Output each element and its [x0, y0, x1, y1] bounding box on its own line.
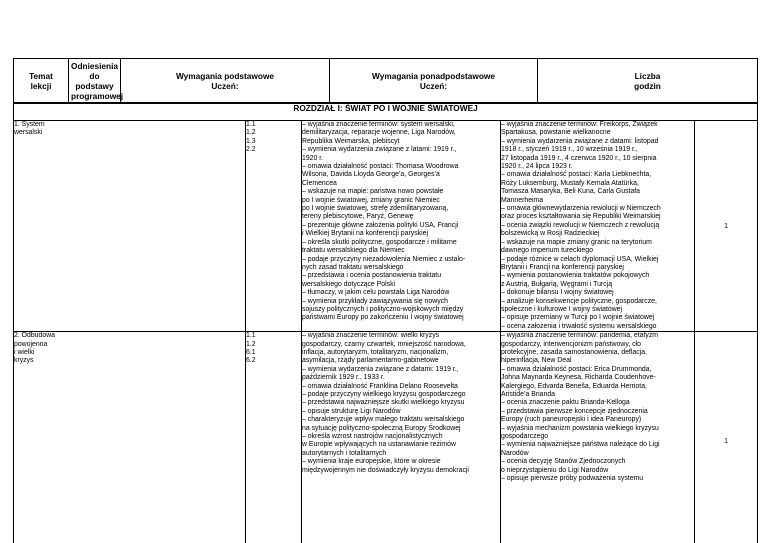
requirement-line: – wymienia wydarzenia związane z latami: 1919 r.,	[302, 146, 457, 154]
requirement-line: – ocena założenia i trwałość systemu wersalskiego	[501, 322, 657, 330]
requirement-line: – przedstawia i ocenia postanowienia traktatu	[302, 272, 442, 280]
requirement-line: gospodarczego	[501, 433, 549, 441]
requirement-line: Kalergiego, Edvarda Beneša, Eduarda Herriota,	[501, 382, 647, 390]
requirement-line: – przedstawia pierwsze koncepcje zjednoczenia	[501, 407, 648, 415]
requirement-line: o nieprzystąpieniu do Ligi Narodów	[501, 466, 609, 474]
requirement-line: – wymienia przykłady zawiązywania się nowych	[302, 297, 448, 305]
requirement-line: po I wojnie światowej, strefę zdemilitaryzowaną,	[302, 205, 449, 213]
requirement-line: międzywojennym nie doświadczyły kryzysu demokracji	[302, 466, 469, 474]
requirement-line: – wyjaśnia znaczenie terminów: system wersalski,	[302, 121, 455, 128]
requirement-line: wersalskiego dotyczące Polski	[302, 280, 396, 288]
requirement-line: hiperinflacja, New Deal	[501, 357, 572, 365]
requirement-line: asymilacja, rządy parlamentarno-gabinetowe	[302, 357, 439, 365]
curriculum-codes: 1.1 1.2 1.3 2.2	[246, 121, 302, 332]
requirement-line: Tomasza Masaryka, Beli Kuna, Carla Gustafa	[501, 188, 641, 196]
hours-count: 1	[695, 121, 758, 332]
requirement-line: – wyjaśnia znaczenie terminów: pandemia, etatyzm	[501, 332, 659, 340]
requirement-line: – analizuje konsekwencje polityczne, gospodarcze,	[501, 297, 657, 305]
table-row	[14, 121, 758, 332]
section-title: ROZDZIAŁ I: ŚWIAT PO I WOJNIE ŚWIATOWEJ	[14, 103, 758, 121]
requirement-line: sojuszy politycznych i polityczno-wojskowych między	[302, 305, 464, 313]
requirement-line: – omawia głównewydarzenia rewolucji w Niemczech	[501, 205, 661, 213]
requirement-line: gospodarczy, czarny czwartek, mniejszość narodowa,	[302, 340, 466, 348]
requirement-line: protekcyjne, zasada samostanowienia, deflacja,	[501, 348, 647, 356]
header-row	[14, 59, 758, 104]
header-hours: Liczba godzin	[538, 59, 758, 104]
requirement-line: Europy (ruch paneuropejski i idea Paneuropy)	[501, 416, 642, 424]
requirement-line: – omawia działalność postaci: Karla Liebknechta,	[501, 171, 652, 179]
requirement-line: Clemenceа	[302, 179, 337, 187]
advanced-requirements-cell	[501, 121, 695, 332]
requirement-line: dawnego imperium tureckiego	[501, 247, 593, 255]
requirement-line: – wyjaśnia znaczenie terminów: Freikorps, Związek	[501, 121, 658, 128]
requirement-line: – wskazuje na mapie: państwa nowo powstałe	[302, 188, 444, 196]
header-advanced-requirements: Wymagania ponadpodstawowe Uczeń:	[330, 59, 538, 104]
requirement-line: – podaje przyczyny wielkiego kryzysu gospodarczego	[302, 391, 466, 398]
lesson-topic: 2. Odbudowa powojenna i wielki kryzys	[14, 332, 246, 543]
requirement-line: – ocenia decyzję Stanów Zjednoczonych	[501, 458, 626, 466]
basic-requirements-cell	[302, 332, 501, 543]
requirement-line: – omawia działalność Franklina Delano Roosevelta	[302, 382, 458, 390]
requirement-line: – dokonuje bilansu I wojny światowej	[501, 289, 614, 297]
header-topic: Temat lekcji	[14, 59, 69, 104]
requirement-line: 27 listopada 1919 r., 4 czerwca 1920 r., 10 sierpnia	[501, 154, 657, 162]
requirement-line: po I wojnie światowej, zmiany granic Niemiec	[302, 196, 440, 204]
hours-count: 1	[695, 332, 758, 543]
requirement-line: – opisuje pierwsze próby podważenia systemu	[501, 475, 644, 483]
requirement-line: Mannerheima	[501, 196, 544, 204]
requirement-line: – określa wzrost nastrojów nacjonalistycznych	[302, 433, 443, 441]
requirement-line: 1920 r., 24 lipca 1923 r.	[501, 163, 573, 171]
requirement-line: – tłumaczy, w jakim celu powstała Liga Narodów	[302, 289, 450, 297]
requirement-line: – przedstawia najważniejsze skutki wielkiego kryzysu	[302, 399, 465, 407]
section-row	[14, 103, 758, 121]
requirement-line: – wymienia wydarzenia związane z datami: 1919 r.,	[302, 365, 459, 373]
requirement-line: i Wielkiej Brytanii na konferencji paryskiej	[302, 230, 428, 238]
requirement-line: państwami Europy po zakończeniu I wojny światowej	[302, 314, 464, 322]
curriculum-body	[13, 102, 758, 543]
curriculum-codes: 1.1 1.2 6.1 6.2	[246, 332, 302, 543]
requirement-line: – ocenia znaczenie paktu Brianda-Kelloga	[501, 399, 630, 407]
requirement-line: traktatu wersalskiego dla Niemiec	[302, 247, 405, 255]
requirement-line: na sytuację polityczno-społeczną Europy Środkowej	[302, 424, 461, 432]
requirement-line: – wyjaśnia mechanizm powstania wielkiego kryzysu	[501, 424, 659, 432]
requirement-line: – wymienia kraje europejskie, które w okresie	[302, 458, 441, 466]
requirement-line: w Europie wpływających na ustanawianie reżimów	[302, 441, 456, 449]
curriculum-table	[13, 58, 758, 104]
requirement-line: – opisuje przemiany w Turcji po I wojnie światowej	[501, 314, 655, 322]
requirement-line: Narodów	[501, 449, 529, 457]
requirement-line: – wymienia najważniejsze państwa należące do Ligi	[501, 441, 660, 449]
requirement-line: – określa skutki polityczne, gospodarcze i militarne	[302, 238, 457, 246]
requirement-line: inflacja, autorytaryzm, totalitaryzm, nacjonalizm,	[302, 348, 449, 356]
requirement-line: gospodarczy, interwencjonizm państwowy, cło	[501, 340, 641, 348]
requirement-line: Róży Luksemburg, Mustafy Kemala Atatürka,	[501, 179, 639, 187]
requirement-line: – wskazuje na mapie zmiany granic na terytorium	[501, 238, 652, 246]
requirement-line: 1920 r.	[302, 154, 324, 162]
requirement-line: Johna Maynarda Keynesa, Richarda Coudenhove-	[501, 374, 656, 382]
requirement-line: oraz proces kształtowania się Republiki Weimarskiej	[501, 213, 661, 221]
requirement-line: – wymienia postanowienia traktatów pokojowych	[501, 272, 650, 280]
requirement-line: autorytarnych i totalitarnych	[302, 449, 387, 457]
requirement-line: – prezentuje główne założenia polityki USA, Francji	[302, 221, 459, 229]
requirement-line: bolszewicką w Rosji Radzieckiej	[501, 230, 600, 238]
requirement-line: Republika Weimarska, plebiscyt	[302, 137, 400, 145]
advanced-requirements-cell	[501, 332, 695, 543]
requirement-line: 1918 r., styczeń 1919 r., 10 września 1919 r.,	[501, 146, 638, 154]
requirement-line: tereny plebiscytowe, Paryż, Genewę	[302, 213, 414, 221]
requirement-line: Spartakusa, powstanie wielkanocne	[501, 129, 611, 137]
requirement-line: Brytanii i Francji na konferencji paryskiej	[501, 263, 624, 271]
header-basic-requirements: Wymagania podstawowe Uczeń:	[121, 59, 330, 104]
table-row	[14, 332, 758, 543]
requirement-line: Wilsona, Davida Lloyda George’a, Georges’a	[302, 171, 440, 179]
requirement-line: – podaje różnice w celach dyplomacji USA, Wielkiej	[501, 255, 659, 263]
requirement-line: – wymienia wydarzenia związane z datami: listopad	[501, 137, 659, 145]
requirement-line: – omawia działalność postaci: Thomasa Woodrowa	[302, 163, 459, 171]
requirement-line: Aristide’a Brianda	[501, 391, 556, 398]
requirement-line: – charakteryzuje wpływ małego traktatu wersalskiego	[302, 416, 465, 424]
requirement-line: październik 1929 r., 1933 r.	[302, 374, 385, 382]
requirement-line: – ocenia związki rewolucji w Niemczech z rewolucją	[501, 221, 660, 229]
requirement-line: – opisuje strukturę Ligi Narodów	[302, 407, 401, 415]
requirement-line: – wyjaśnia znaczenie terminów: wielki kryzys	[302, 332, 440, 340]
requirement-line: z Austrią, Bułgarią, Węgrami i Turcją	[501, 280, 613, 288]
requirement-line: demilitaryzacja, reparacje wojenne, Liga Narodów,	[302, 129, 456, 137]
requirement-line: – podaje przyczyny niezadowolenia Niemiec z ustalo-	[302, 255, 466, 263]
header-curriculum-basis: Odniesienia do podstawy programowej	[69, 59, 121, 104]
basic-requirements-cell	[302, 121, 501, 332]
lesson-topic: 1. System wersalski	[14, 121, 246, 332]
requirement-line: społeczne i kulturowe I wojny światowej	[501, 305, 623, 313]
requirement-line: nych zasad traktatu wersalskiego	[302, 263, 404, 271]
requirement-line: – omawia działalność postaci: Erica Drummonda,	[501, 365, 652, 373]
